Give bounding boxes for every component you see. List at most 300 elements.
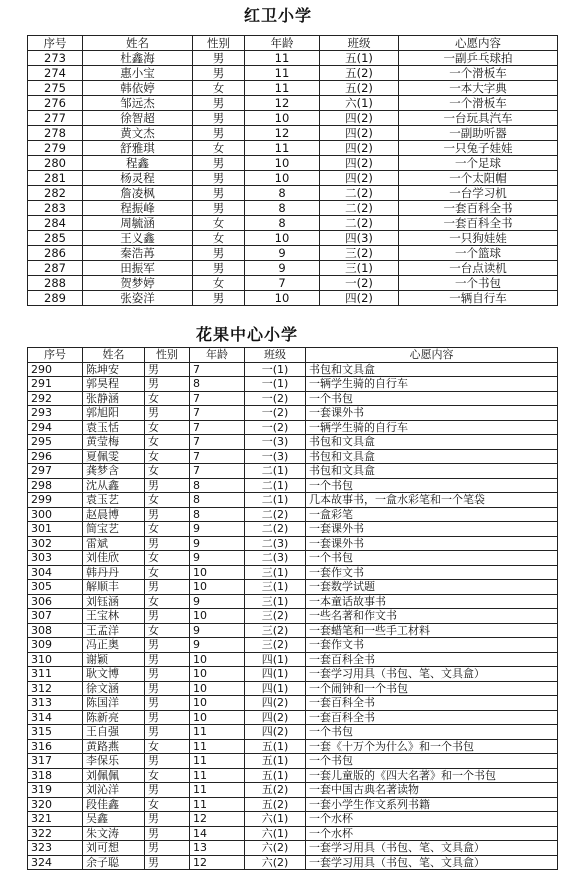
cell-wish: 一个滑板车	[399, 96, 558, 111]
cell-gender: 女	[193, 141, 245, 156]
table-row	[28, 507, 558, 522]
cell-gender: 男	[145, 609, 190, 624]
cell-wish: 一套百科全书	[399, 216, 558, 231]
header-class: 班级	[245, 348, 306, 363]
table-row	[28, 261, 558, 276]
cell-name: 王孟洋	[83, 623, 145, 638]
cell-class: 六(1)	[320, 96, 399, 111]
cell-class: 三(1)	[245, 565, 306, 580]
cell-id: 313	[28, 696, 83, 711]
cell-wish: 书包和文具盒	[306, 464, 558, 479]
table-row	[28, 231, 558, 246]
cell-wish: 一个闹钟和一个书包	[306, 681, 558, 696]
header-age: 年龄	[190, 348, 245, 363]
cell-id: 298	[28, 478, 83, 493]
cell-age: 9	[245, 246, 320, 261]
cell-name: 周毓涵	[83, 216, 193, 231]
cell-id: 318	[28, 768, 83, 783]
cell-age: 10	[190, 667, 245, 682]
cell-class: 二(1)	[245, 478, 306, 493]
cell-id: 306	[28, 594, 83, 609]
cell-wish: 一套数学试题	[306, 580, 558, 595]
cell-gender: 男	[193, 66, 245, 81]
table-row	[28, 464, 558, 479]
cell-gender: 男	[193, 291, 245, 306]
cell-id: 275	[28, 81, 83, 96]
cell-age: 10	[245, 156, 320, 171]
table-row	[28, 478, 558, 493]
table-row	[28, 797, 558, 812]
cell-name: 黄文杰	[83, 126, 193, 141]
cell-wish: 一个水杯	[306, 812, 558, 827]
cell-class: 五(1)	[245, 754, 306, 769]
cell-age: 7	[190, 449, 245, 464]
header-age: 年龄	[245, 36, 320, 51]
cell-class: 一(3)	[245, 449, 306, 464]
cell-class: 五(1)	[245, 768, 306, 783]
cell-gender: 女	[145, 435, 190, 450]
cell-name: 赵晨博	[83, 507, 145, 522]
cell-gender: 男	[145, 710, 190, 725]
cell-name: 韩丹丹	[83, 565, 145, 580]
cell-id: 295	[28, 435, 83, 450]
cell-class: 四(2)	[320, 141, 399, 156]
cell-class: 三(2)	[245, 609, 306, 624]
cell-wish: 一台学习机	[399, 186, 558, 201]
table-row	[28, 493, 558, 508]
cell-name: 张静涵	[83, 391, 145, 406]
cell-gender: 女	[145, 522, 190, 537]
table-row	[28, 51, 558, 66]
cell-wish: 一个书包	[306, 725, 558, 740]
cell-gender: 男	[145, 406, 190, 421]
cell-gender: 男	[193, 261, 245, 276]
table-row	[28, 126, 558, 141]
cell-id: 308	[28, 623, 83, 638]
cell-name: 郭旭阳	[83, 406, 145, 421]
cell-name: 冯正奥	[83, 638, 145, 653]
cell-id: 301	[28, 522, 83, 537]
table-row	[28, 855, 558, 870]
cell-class: 四(2)	[245, 710, 306, 725]
cell-class: 四(2)	[320, 291, 399, 306]
cell-name: 张姿洋	[83, 291, 193, 306]
cell-class: 三(1)	[245, 580, 306, 595]
cell-name: 雷斌	[83, 536, 145, 551]
cell-wish: 一只狗娃娃	[399, 231, 558, 246]
cell-id: 279	[28, 141, 83, 156]
cell-id: 277	[28, 111, 83, 126]
cell-name: 郭昊程	[83, 377, 145, 392]
cell-id: 311	[28, 667, 83, 682]
cell-class: 三(2)	[320, 246, 399, 261]
cell-class: 三(2)	[245, 638, 306, 653]
cell-age: 9	[245, 261, 320, 276]
cell-class: 四(2)	[320, 171, 399, 186]
header-wish: 心愿内容	[399, 36, 558, 51]
cell-class: 一(2)	[245, 406, 306, 421]
cell-id: 299	[28, 493, 83, 508]
cell-id: 307	[28, 609, 83, 624]
cell-gender: 女	[145, 797, 190, 812]
cell-age: 11	[245, 66, 320, 81]
cell-name: 陈坤安	[83, 362, 145, 377]
cell-gender: 男	[193, 111, 245, 126]
cell-gender: 男	[145, 377, 190, 392]
cell-name: 徐文涵	[83, 681, 145, 696]
cell-class: 五(2)	[245, 783, 306, 798]
cell-name: 黄莹梅	[83, 435, 145, 450]
cell-id: 278	[28, 126, 83, 141]
cell-wish: 一只兔子娃娃	[399, 141, 558, 156]
table-row	[28, 841, 558, 856]
cell-class: 二(2)	[320, 201, 399, 216]
table-row	[28, 638, 558, 653]
cell-id: 282	[28, 186, 83, 201]
cell-wish: 一套小学生作文系列书籍	[306, 797, 558, 812]
cell-class: 二(3)	[245, 536, 306, 551]
cell-name: 惠小宝	[83, 66, 193, 81]
cell-gender: 男	[193, 126, 245, 141]
cell-age: 9	[190, 594, 245, 609]
cell-age: 11	[245, 51, 320, 66]
table-row	[28, 291, 558, 306]
table-row	[28, 739, 558, 754]
cell-id: 297	[28, 464, 83, 479]
cell-wish: 一本童话故事书	[306, 594, 558, 609]
cell-id: 302	[28, 536, 83, 551]
cell-wish: 一套蜡笔和一些手工材料	[306, 623, 558, 638]
header-id: 序号	[28, 36, 83, 51]
cell-class: 四(1)	[245, 681, 306, 696]
cell-id: 315	[28, 725, 83, 740]
cell-wish: 一本大字典	[399, 81, 558, 96]
cell-gender: 男	[193, 156, 245, 171]
cell-class: 二(2)	[245, 507, 306, 522]
wish-table-huaguo	[27, 347, 558, 870]
cell-gender: 女	[145, 768, 190, 783]
school-title-huaguo: 花果中心小学	[196, 325, 299, 344]
header-wish: 心愿内容	[306, 348, 558, 363]
cell-name: 程鑫	[83, 156, 193, 171]
table-row	[28, 710, 558, 725]
table-row	[28, 580, 558, 595]
table-row	[28, 551, 558, 566]
cell-name: 贺梦婷	[83, 276, 193, 291]
table-row	[28, 667, 558, 682]
cell-gender: 男	[193, 201, 245, 216]
cell-id: 286	[28, 246, 83, 261]
cell-id: 296	[28, 449, 83, 464]
cell-age: 11	[190, 797, 245, 812]
cell-id: 303	[28, 551, 83, 566]
table-row	[28, 609, 558, 624]
cell-wish: 一套学习用具（书包、笔、文具盒）	[306, 841, 558, 856]
cell-age: 10	[190, 580, 245, 595]
cell-gender: 女	[193, 231, 245, 246]
cell-class: 六(1)	[245, 826, 306, 841]
cell-gender: 女	[145, 464, 190, 479]
cell-id: 285	[28, 231, 83, 246]
cell-age: 10	[245, 171, 320, 186]
cell-class: 六(2)	[245, 855, 306, 870]
table-row	[28, 171, 558, 186]
cell-age: 7	[190, 362, 245, 377]
cell-wish: 一盒彩笔	[306, 507, 558, 522]
cell-name: 段佳鑫	[83, 797, 145, 812]
table-header-row	[28, 36, 558, 51]
cell-age: 8	[190, 377, 245, 392]
cell-name: 夏佩雯	[83, 449, 145, 464]
cell-wish: 一个水杯	[306, 826, 558, 841]
cell-name: 龚梦含	[83, 464, 145, 479]
cell-class: 五(2)	[245, 797, 306, 812]
cell-wish: 一套学习用具（书包、笔、文具盒）	[306, 855, 558, 870]
cell-gender: 男	[145, 725, 190, 740]
cell-class: 一(2)	[320, 276, 399, 291]
cell-age: 9	[190, 536, 245, 551]
cell-id: 319	[28, 783, 83, 798]
table-row	[28, 406, 558, 421]
cell-age: 11	[190, 783, 245, 798]
cell-wish: 一个书包	[399, 276, 558, 291]
table-row	[28, 826, 558, 841]
header-class: 班级	[320, 36, 399, 51]
cell-age: 10	[190, 609, 245, 624]
cell-age: 10	[245, 111, 320, 126]
cell-age: 10	[190, 565, 245, 580]
cell-wish: 一个书包	[306, 478, 558, 493]
cell-class: 四(3)	[320, 231, 399, 246]
cell-wish: 书包和文具盒	[306, 449, 558, 464]
cell-name: 陈新亮	[83, 710, 145, 725]
cell-name: 刘佩佩	[83, 768, 145, 783]
cell-age: 7	[245, 276, 320, 291]
cell-id: 284	[28, 216, 83, 231]
cell-name: 袁玉艺	[83, 493, 145, 508]
cell-age: 12	[245, 96, 320, 111]
cell-age: 9	[190, 551, 245, 566]
cell-class: 四(1)	[245, 667, 306, 682]
cell-age: 8	[190, 478, 245, 493]
cell-gender: 男	[193, 96, 245, 111]
cell-id: 310	[28, 652, 83, 667]
cell-wish: 一个书包	[306, 391, 558, 406]
cell-class: 六(2)	[245, 841, 306, 856]
cell-id: 289	[28, 291, 83, 306]
cell-name: 陈国洋	[83, 696, 145, 711]
cell-class: 四(2)	[245, 696, 306, 711]
table-row	[28, 362, 558, 377]
cell-gender: 女	[145, 594, 190, 609]
cell-id: 312	[28, 681, 83, 696]
cell-name: 杜鑫海	[83, 51, 193, 66]
cell-id: 288	[28, 276, 83, 291]
cell-age: 8	[245, 216, 320, 231]
table-header-row	[28, 348, 558, 363]
cell-age: 11	[190, 739, 245, 754]
cell-wish: 一个滑板车	[399, 66, 558, 81]
cell-age: 9	[190, 623, 245, 638]
cell-id: 324	[28, 855, 83, 870]
cell-name: 徐智超	[83, 111, 193, 126]
cell-age: 13	[190, 841, 245, 856]
cell-gender: 女	[145, 391, 190, 406]
cell-wish: 一台点读机	[399, 261, 558, 276]
cell-name: 刘沁洋	[83, 783, 145, 798]
table-row	[28, 725, 558, 740]
cell-class: 五(2)	[320, 81, 399, 96]
cell-name: 沈从鑫	[83, 478, 145, 493]
cell-age: 11	[245, 81, 320, 96]
cell-gender: 男	[145, 855, 190, 870]
cell-age: 8	[190, 507, 245, 522]
header-name: 姓名	[83, 348, 145, 363]
cell-name: 杨灵程	[83, 171, 193, 186]
table-row	[28, 623, 558, 638]
cell-wish: 一辆学生骑的自行车	[306, 420, 558, 435]
table-row	[28, 391, 558, 406]
cell-name: 王义鑫	[83, 231, 193, 246]
table-row	[28, 681, 558, 696]
cell-name: 王自强	[83, 725, 145, 740]
cell-id: 274	[28, 66, 83, 81]
cell-id: 300	[28, 507, 83, 522]
cell-wish: 一个太阳帽	[399, 171, 558, 186]
cell-wish: 一套中国古典名著读物	[306, 783, 558, 798]
header-gender: 性别	[193, 36, 245, 51]
cell-wish: 一台玩具汽车	[399, 111, 558, 126]
cell-wish: 一个篮球	[399, 246, 558, 261]
cell-age: 14	[190, 826, 245, 841]
cell-gender: 男	[145, 362, 190, 377]
cell-name: 简宝艺	[83, 522, 145, 537]
cell-name: 朱文涛	[83, 826, 145, 841]
table-row	[28, 565, 558, 580]
cell-name: 余子聪	[83, 855, 145, 870]
cell-class: 二(3)	[245, 551, 306, 566]
cell-wish: 一套课外书	[306, 536, 558, 551]
table-row	[28, 96, 558, 111]
cell-wish: 一个书包	[306, 551, 558, 566]
cell-gender: 女	[145, 739, 190, 754]
cell-wish: 一套学习用具（书包、笔、文具盒）	[306, 667, 558, 682]
cell-wish: 一套作文书	[306, 638, 558, 653]
cell-gender: 男	[145, 826, 190, 841]
table-row	[28, 768, 558, 783]
cell-wish: 一套作文书	[306, 565, 558, 580]
cell-name: 袁玉恬	[83, 420, 145, 435]
cell-id: 291	[28, 377, 83, 392]
cell-name: 秦浩苒	[83, 246, 193, 261]
cell-gender: 男	[145, 652, 190, 667]
table-row	[28, 246, 558, 261]
cell-class: 五(1)	[245, 739, 306, 754]
cell-class: 四(2)	[320, 111, 399, 126]
table-row	[28, 435, 558, 450]
cell-class: 二(2)	[320, 216, 399, 231]
cell-wish: 一套《十万个为什么》和一个书包	[306, 739, 558, 754]
cell-wish: 一套儿童版的《四大名著》和一个书包	[306, 768, 558, 783]
cell-name: 刘可想	[83, 841, 145, 856]
table-row	[28, 81, 558, 96]
cell-age: 12	[190, 812, 245, 827]
cell-id: 309	[28, 638, 83, 653]
cell-wish: 一些名著和作文书	[306, 609, 558, 624]
cell-class: 二(1)	[245, 493, 306, 508]
table-row	[28, 594, 558, 609]
table-row	[28, 186, 558, 201]
cell-class: 一(2)	[245, 420, 306, 435]
cell-gender: 男	[193, 171, 245, 186]
cell-gender: 男	[193, 186, 245, 201]
cell-gender: 男	[145, 696, 190, 711]
cell-wish: 一个书包	[306, 754, 558, 769]
cell-name: 耿文博	[83, 667, 145, 682]
cell-name: 詹凌枫	[83, 186, 193, 201]
cell-gender: 男	[145, 507, 190, 522]
cell-gender: 男	[145, 536, 190, 551]
cell-gender: 男	[145, 667, 190, 682]
table-row	[28, 377, 558, 392]
cell-age: 10	[190, 696, 245, 711]
cell-gender: 女	[145, 565, 190, 580]
cell-age: 7	[190, 391, 245, 406]
cell-age: 10	[245, 291, 320, 306]
cell-wish: 一副乒乓球拍	[399, 51, 558, 66]
cell-name: 程振峰	[83, 201, 193, 216]
cell-wish: 一副助听器	[399, 126, 558, 141]
table-row	[28, 812, 558, 827]
cell-age: 10	[190, 710, 245, 725]
cell-age: 10	[245, 231, 320, 246]
cell-wish: 一个足球	[399, 156, 558, 171]
table-row	[28, 696, 558, 711]
cell-name: 舒雅琪	[83, 141, 193, 156]
table-row	[28, 156, 558, 171]
table-row	[28, 783, 558, 798]
table-row	[28, 449, 558, 464]
table-row	[28, 216, 558, 231]
cell-age: 11	[190, 768, 245, 783]
cell-gender: 女	[193, 216, 245, 231]
cell-gender: 男	[145, 783, 190, 798]
cell-wish: 一套百科全书	[306, 696, 558, 711]
cell-id: 317	[28, 754, 83, 769]
cell-class: 六(1)	[245, 812, 306, 827]
cell-class: 一(2)	[245, 391, 306, 406]
cell-class: 一(1)	[245, 377, 306, 392]
table-row	[28, 201, 558, 216]
cell-wish: 一套百科全书	[399, 201, 558, 216]
cell-class: 五(2)	[320, 66, 399, 81]
cell-gender: 男	[145, 478, 190, 493]
cell-wish: 书包和文具盒	[306, 362, 558, 377]
cell-age: 8	[190, 493, 245, 508]
cell-gender: 男	[193, 51, 245, 66]
header-name: 姓名	[83, 36, 193, 51]
cell-class: 二(1)	[245, 464, 306, 479]
cell-age: 11	[190, 754, 245, 769]
cell-name: 解顺丰	[83, 580, 145, 595]
wish-table-hongwei	[27, 35, 558, 306]
cell-name: 刘佳欣	[83, 551, 145, 566]
cell-class: 三(2)	[245, 623, 306, 638]
table-row	[28, 522, 558, 537]
cell-age: 7	[190, 420, 245, 435]
cell-name: 王宝林	[83, 609, 145, 624]
cell-id: 280	[28, 156, 83, 171]
